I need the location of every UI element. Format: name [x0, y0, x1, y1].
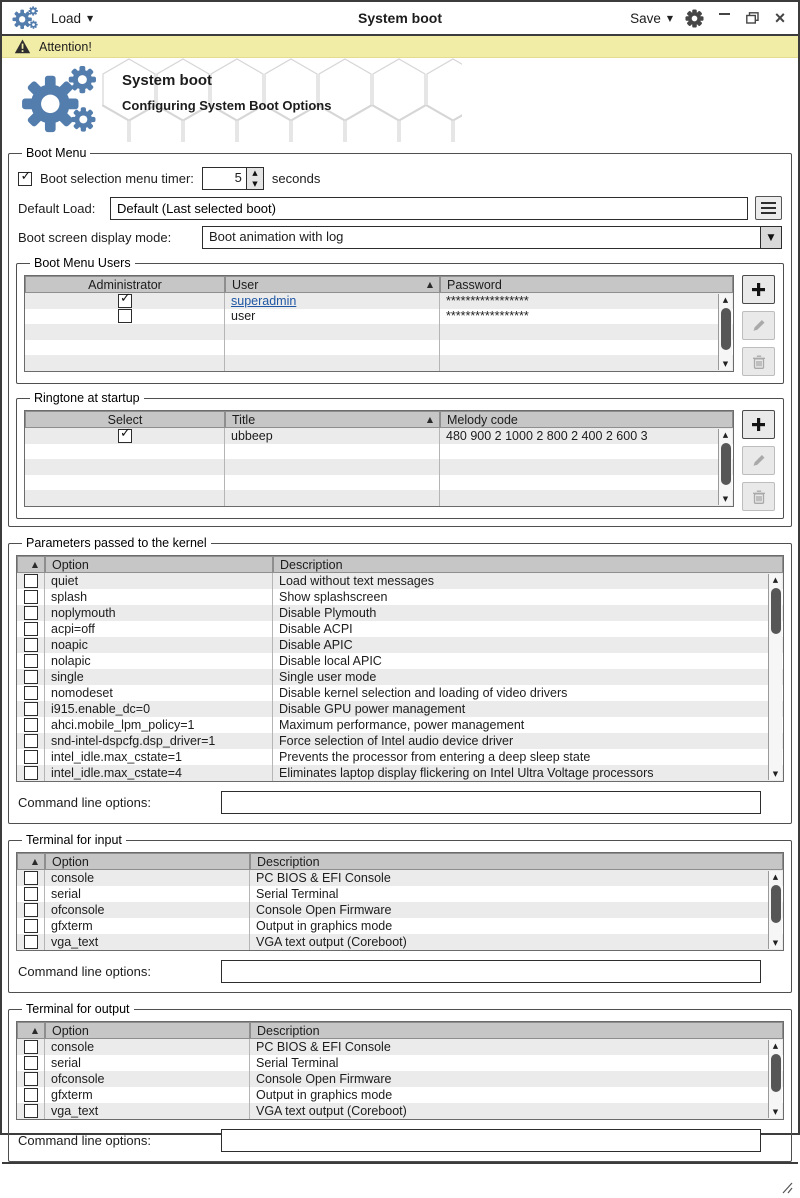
load-menu-label: Load [51, 10, 82, 26]
scrollbar-track[interactable] [769, 586, 782, 768]
display-mode-label: Boot screen display mode: [18, 230, 172, 245]
row-checkbox[interactable] [24, 766, 38, 780]
cell: Disable GPU power management [273, 701, 783, 717]
display-mode-select[interactable] [202, 226, 782, 249]
column-header-label: Administrator [88, 277, 162, 292]
cell: single [45, 669, 273, 685]
load-menu-button[interactable] [51, 11, 93, 26]
terminal-input-scrollbar[interactable] [768, 871, 782, 949]
column-header-label: Password [447, 277, 502, 292]
column-header-label: Description [257, 854, 320, 869]
row-checkbox[interactable] [24, 871, 38, 885]
ringtone-table[interactable] [24, 410, 734, 507]
cell: Show splashscreen [273, 589, 783, 605]
checkbox-cell [17, 701, 45, 717]
cell [225, 293, 440, 309]
empty-cell [225, 459, 440, 475]
column-header[interactable] [440, 411, 733, 428]
attention-text: Attention! [39, 39, 92, 54]
checkbox-cell [25, 475, 225, 491]
cell: Disable local APIC [273, 653, 783, 669]
row-checkbox[interactable]: ✓ [118, 429, 132, 443]
cell: console [45, 870, 250, 886]
checkbox-cell [17, 1087, 45, 1103]
checkbox-cell [17, 637, 45, 653]
cell: intel_idle.max_cstate=1 [45, 749, 273, 765]
spin-up-icon[interactable]: ▲ [252, 169, 258, 178]
checkbox-cell [17, 1039, 45, 1055]
settings-gear-icon[interactable] [685, 9, 704, 28]
column-header[interactable] [45, 556, 273, 573]
table-row[interactable] [17, 573, 783, 589]
cell: vga_text [45, 934, 250, 950]
row-checkbox[interactable] [24, 887, 38, 901]
scrollbar-track[interactable] [719, 441, 732, 493]
checkbox-cell [25, 324, 225, 340]
dropdown-arrow-icon[interactable]: ▼ [760, 227, 781, 248]
cell: gfxterm [45, 1087, 250, 1103]
chevron-down-icon: ▼ [666, 13, 673, 23]
kernel-cmdline-label: Command line options: [18, 795, 151, 810]
checkbox-cell [17, 870, 45, 886]
scroll-up-icon[interactable]: ▲ [772, 873, 779, 881]
row-checkbox[interactable] [24, 1088, 38, 1102]
timer-checkbox[interactable]: ✓ [18, 172, 32, 186]
boot-menu-legend: Boot Menu [26, 146, 87, 160]
row-checkbox[interactable] [118, 309, 132, 323]
column-header-label: Option [52, 854, 89, 869]
cell: nolapic [45, 653, 273, 669]
empty-cell [440, 355, 733, 371]
scroll-down-icon[interactable]: ▼ [722, 359, 729, 368]
checkbox-cell [17, 1071, 45, 1087]
scroll-up-icon[interactable]: ▲ [722, 431, 729, 439]
terminal-input-legend: Terminal for input [26, 833, 122, 847]
column-header[interactable] [25, 276, 225, 293]
minimize-icon [719, 13, 730, 16]
cell: Output in graphics mode [250, 1087, 783, 1103]
cell: user [225, 309, 440, 325]
terminal-output-section [8, 1002, 792, 1162]
column-header-label: User [232, 277, 259, 292]
resize-grip[interactable] [779, 1180, 793, 1194]
empty-cell [440, 475, 733, 491]
row-checkbox[interactable] [24, 903, 38, 917]
checkbox-cell [17, 621, 45, 637]
checkbox-cell [25, 340, 225, 356]
checkbox-cell [17, 749, 45, 765]
window-title: System boot [357, 10, 442, 26]
checkbox-cell [25, 459, 225, 475]
table-row[interactable] [17, 701, 783, 717]
terminal-output-table[interactable] [16, 1021, 784, 1120]
default-load-label: Default Load: [18, 200, 96, 216]
spinner-buttons[interactable] [246, 168, 263, 189]
delete-user-button[interactable] [742, 347, 775, 376]
cell: Force selection of Intel audio device driver [273, 733, 783, 749]
empty-cell [225, 475, 440, 491]
table-row[interactable] [17, 918, 783, 934]
cell: i915.enable_dc=0 [45, 701, 273, 717]
kernel-cmdline-row [18, 791, 782, 814]
scroll-down-icon[interactable]: ▼ [772, 1108, 779, 1116]
boot-menu-users-section [16, 256, 784, 384]
scroll-up-icon[interactable]: ▲ [722, 296, 729, 304]
page-subtitle: Configuring System Boot Options [122, 98, 332, 113]
column-header-label: Select [107, 412, 143, 427]
cell: console [45, 1039, 250, 1055]
column-header[interactable] [273, 556, 783, 573]
cell: intel_idle.max_cstate=4 [45, 765, 273, 781]
row-checkbox[interactable] [24, 622, 38, 636]
table-row[interactable] [17, 934, 783, 950]
pencil-icon [751, 453, 766, 468]
column-header[interactable] [250, 1022, 783, 1039]
table-row[interactable] [17, 717, 783, 733]
display-mode-row [18, 226, 782, 249]
checkbox-cell [17, 685, 45, 701]
table-row[interactable] [25, 490, 733, 506]
default-load-input[interactable] [110, 197, 748, 220]
terminal-input-cmdline-row [18, 960, 782, 983]
users-table[interactable] [24, 275, 734, 372]
cell: VGA text output (Coreboot) [250, 934, 783, 950]
row-checkbox[interactable] [24, 1040, 38, 1054]
column-header-label: Title [232, 412, 256, 427]
edit-ringtone-button[interactable] [742, 446, 775, 475]
cell: Prevents the processor from entering a deep sleep state [273, 749, 783, 765]
terminal-output-legend: Terminal for output [26, 1002, 130, 1016]
ringtone-legend: Ringtone at startup [34, 391, 140, 405]
checkbox-cell [25, 293, 225, 309]
ringtone-section [16, 391, 784, 519]
checkbox-cell [25, 355, 225, 371]
row-checkbox[interactable]: ✓ [118, 294, 132, 308]
terminal-output-scrollbar[interactable] [768, 1040, 782, 1118]
checkbox-cell [17, 605, 45, 621]
row-checkbox[interactable] [24, 919, 38, 933]
cell: ***************** [440, 293, 733, 309]
row-checkbox[interactable] [24, 1104, 38, 1118]
table-row[interactable] [17, 1087, 783, 1103]
table-row[interactable] [17, 621, 783, 637]
timer-label: Boot selection menu timer: [40, 171, 194, 186]
table-row[interactable] [17, 653, 783, 669]
row-checkbox[interactable] [24, 734, 38, 748]
scroll-down-icon[interactable]: ▼ [722, 494, 729, 503]
cell: ofconsole [45, 1071, 250, 1087]
status-bar [2, 1162, 798, 1198]
column-header-label: Option [52, 1023, 89, 1038]
row-checkbox[interactable] [24, 1072, 38, 1086]
column-header[interactable] [225, 411, 440, 428]
kernel-table-scrollbar[interactable] [768, 574, 782, 780]
empty-cell [440, 459, 733, 475]
app-window [2, 2, 798, 1148]
column-header[interactable] [440, 276, 733, 293]
cell: VGA text output (Coreboot) [250, 1103, 783, 1119]
table-row[interactable] [25, 444, 733, 460]
timer-value: 5 [234, 170, 242, 185]
table-row[interactable] [17, 669, 783, 685]
delete-ringtone-button[interactable] [742, 482, 775, 511]
column-header[interactable] [45, 853, 250, 870]
row-checkbox[interactable] [24, 606, 38, 620]
users-table-scrollbar[interactable] [718, 294, 732, 370]
sort-ascending-icon[interactable]: ▲ [31, 857, 38, 866]
empty-cell [225, 490, 440, 506]
display-mode-value: Boot animation with log [209, 229, 344, 244]
empty-cell [440, 490, 733, 506]
table-row[interactable] [25, 340, 733, 356]
sort-ascending-icon[interactable]: ▲ [426, 415, 433, 424]
terminal-output-cmdline-label: Command line options: [18, 1133, 151, 1148]
table-row[interactable] [17, 902, 783, 918]
scroll-down-icon[interactable]: ▼ [772, 770, 779, 778]
checkbox-cell [17, 918, 45, 934]
table-row[interactable] [17, 1039, 783, 1055]
cell: acpi=off [45, 621, 273, 637]
empty-cell [225, 355, 440, 371]
column-header[interactable] [250, 853, 783, 870]
cell: nomodeset [45, 685, 273, 701]
table-row[interactable] [17, 1055, 783, 1071]
cell: Console Open Firmware [250, 902, 783, 918]
column-header[interactable] [17, 1022, 45, 1039]
trash-icon [751, 354, 767, 370]
cell: ahci.mobile_lpm_policy=1 [45, 717, 273, 733]
empty-cell [225, 340, 440, 356]
cell: Disable Plymouth [273, 605, 783, 621]
user-link[interactable]: superadmin [231, 293, 297, 308]
boot-list-menu-button[interactable] [755, 196, 782, 220]
checkbox-cell [17, 902, 45, 918]
add-ringtone-button[interactable] [742, 410, 775, 439]
terminal-output-cmdline-row [18, 1129, 782, 1152]
terminal-input-cmdline-input[interactable] [221, 960, 761, 983]
checkbox-cell [17, 1103, 45, 1119]
row-checkbox[interactable] [24, 702, 38, 716]
spin-down-icon[interactable]: ▼ [252, 179, 258, 188]
sort-ascending-icon[interactable]: ▲ [426, 280, 433, 289]
table-row[interactable] [17, 886, 783, 902]
table-row[interactable] [25, 324, 733, 340]
checkbox-cell [17, 653, 45, 669]
app-gears-icon [12, 6, 39, 30]
checkbox-cell [17, 886, 45, 902]
cell: Disable kernel selection and loading of video drivers [273, 685, 783, 701]
plus-icon [751, 282, 766, 297]
cell: serial [45, 1055, 250, 1071]
kernel-cmdline-input[interactable] [221, 791, 761, 814]
table-row[interactable] [17, 1103, 783, 1119]
terminal-output-cmdline-input[interactable] [221, 1129, 761, 1152]
column-header-label: Option [52, 557, 89, 572]
table-row[interactable] [17, 605, 783, 621]
checkbox-cell [17, 1055, 45, 1071]
column-header[interactable] [225, 276, 440, 293]
cell: noapic [45, 637, 273, 653]
scrollbar-thumb[interactable] [771, 885, 781, 923]
cell: Console Open Firmware [250, 1071, 783, 1087]
close-button[interactable]: × [774, 8, 786, 28]
table-row[interactable] [17, 749, 783, 765]
add-user-button[interactable] [742, 275, 775, 304]
empty-cell [440, 340, 733, 356]
title-bar [2, 2, 798, 36]
kernel-params-legend: Parameters passed to the kernel [26, 536, 207, 550]
cell: Maximum performance, power management [273, 717, 783, 733]
checkbox-cell [17, 589, 45, 605]
page-title: System boot [122, 72, 213, 89]
cell: PC BIOS & EFI Console [250, 870, 783, 886]
maximize-button[interactable] [744, 9, 760, 27]
table-row[interactable] [25, 428, 733, 444]
checkbox-cell [25, 444, 225, 460]
app-logo-gears-icon [20, 65, 100, 135]
cell: Disable APIC [273, 637, 783, 653]
table-row[interactable] [25, 309, 733, 325]
terminal-input-table[interactable] [16, 852, 784, 951]
row-checkbox[interactable] [24, 574, 38, 588]
plus-icon [751, 417, 766, 432]
scroll-up-icon[interactable]: ▲ [772, 1042, 779, 1050]
cell: Load without text messages [273, 573, 783, 589]
cell: 480 900 2 1000 2 800 2 400 2 600 3 [440, 428, 733, 444]
table-row[interactable] [25, 355, 733, 371]
table-row[interactable] [17, 589, 783, 605]
row-checkbox[interactable] [24, 590, 38, 604]
cell: ofconsole [45, 902, 250, 918]
default-load-row [18, 196, 782, 220]
cell: Disable ACPI [273, 621, 783, 637]
checkbox-cell [17, 669, 45, 685]
warning-icon [14, 39, 31, 54]
cell: serial [45, 886, 250, 902]
save-menu-button[interactable] [630, 11, 673, 26]
cell: gfxterm [45, 918, 250, 934]
checkbox-cell [25, 428, 225, 444]
cell: Single user mode [273, 669, 783, 685]
column-header[interactable] [25, 411, 225, 428]
save-menu-label: Save [630, 10, 661, 26]
attention-banner [2, 36, 798, 58]
scroll-up-icon[interactable]: ▲ [772, 576, 779, 584]
edit-user-button[interactable] [742, 311, 775, 340]
row-checkbox[interactable] [24, 935, 38, 949]
timer-unit-label: seconds [271, 171, 321, 186]
cell: PC BIOS & EFI Console [250, 1039, 783, 1055]
cell: Serial Terminal [250, 1055, 783, 1071]
scrollbar-thumb[interactable] [721, 308, 731, 350]
table-row[interactable] [17, 870, 783, 886]
checkbox-cell [17, 765, 45, 781]
row-checkbox[interactable] [24, 686, 38, 700]
checkbox-cell [25, 490, 225, 506]
table-row[interactable] [17, 685, 783, 701]
scrollbar-thumb[interactable] [721, 443, 731, 485]
cell: vga_text [45, 1103, 250, 1119]
timer-spinbox[interactable] [202, 167, 264, 190]
table-row[interactable] [17, 765, 783, 781]
checkbox-cell [17, 733, 45, 749]
chevron-down-icon: ▼ [87, 13, 94, 23]
kernel-params-table[interactable] [16, 555, 784, 782]
cell: Output in graphics mode [250, 918, 783, 934]
boot-menu-section [8, 146, 792, 527]
ringtone-table-scrollbar[interactable] [718, 429, 732, 505]
column-header[interactable] [17, 853, 45, 870]
timer-row [18, 167, 782, 190]
empty-cell [225, 444, 440, 460]
row-checkbox[interactable] [24, 670, 38, 684]
cell: noplymouth [45, 605, 273, 621]
checkbox-cell [17, 573, 45, 589]
cell: ***************** [440, 309, 733, 325]
row-checkbox[interactable] [24, 654, 38, 668]
terminal-input-section [8, 833, 792, 993]
cell: Eliminates laptop display flickering on Intel Ultra Voltage processors [273, 765, 783, 781]
table-row[interactable] [17, 733, 783, 749]
checkbox-cell [17, 717, 45, 733]
row-checkbox[interactable] [24, 750, 38, 764]
row-checkbox[interactable] [24, 718, 38, 732]
empty-cell [225, 324, 440, 340]
column-header-label: Description [257, 1023, 320, 1038]
sort-ascending-icon[interactable]: ▲ [31, 1026, 38, 1035]
empty-cell [440, 324, 733, 340]
scrollbar-thumb[interactable] [771, 1054, 781, 1092]
scrollbar-thumb[interactable] [771, 588, 781, 634]
users-legend: Boot Menu Users [34, 256, 131, 270]
restore-icon [746, 12, 759, 24]
table-row[interactable] [17, 1071, 783, 1087]
row-checkbox[interactable] [24, 638, 38, 652]
checkbox-cell [17, 934, 45, 950]
scrollbar-track[interactable] [769, 883, 782, 937]
cell: snd-intel-dspcfg.dsp_driver=1 [45, 733, 273, 749]
pencil-icon [751, 318, 766, 333]
column-header[interactable] [45, 1022, 250, 1039]
scroll-down-icon[interactable]: ▼ [772, 939, 779, 947]
terminal-input-cmdline-label: Command line options: [18, 964, 151, 979]
row-checkbox[interactable] [24, 1056, 38, 1070]
cell: splash [45, 589, 273, 605]
table-row[interactable] [25, 475, 733, 491]
scrollbar-track[interactable] [719, 306, 732, 358]
empty-cell [440, 444, 733, 460]
cell: Serial Terminal [250, 886, 783, 902]
table-row[interactable] [17, 637, 783, 653]
kernel-params-section [8, 536, 792, 824]
page-header [2, 58, 798, 142]
cell: ubbeep [225, 428, 440, 444]
sort-ascending-icon[interactable]: ▲ [31, 560, 38, 569]
trash-icon [751, 489, 767, 505]
cell: quiet [45, 573, 273, 589]
column-header-label: Melody code [447, 412, 518, 427]
scrollbar-track[interactable] [769, 1052, 782, 1106]
column-header[interactable] [17, 556, 45, 573]
table-row[interactable] [25, 459, 733, 475]
column-header-label: Description [280, 557, 343, 572]
minimize-button[interactable] [716, 9, 732, 27]
checkbox-cell [25, 309, 225, 325]
table-row[interactable] [25, 293, 733, 309]
